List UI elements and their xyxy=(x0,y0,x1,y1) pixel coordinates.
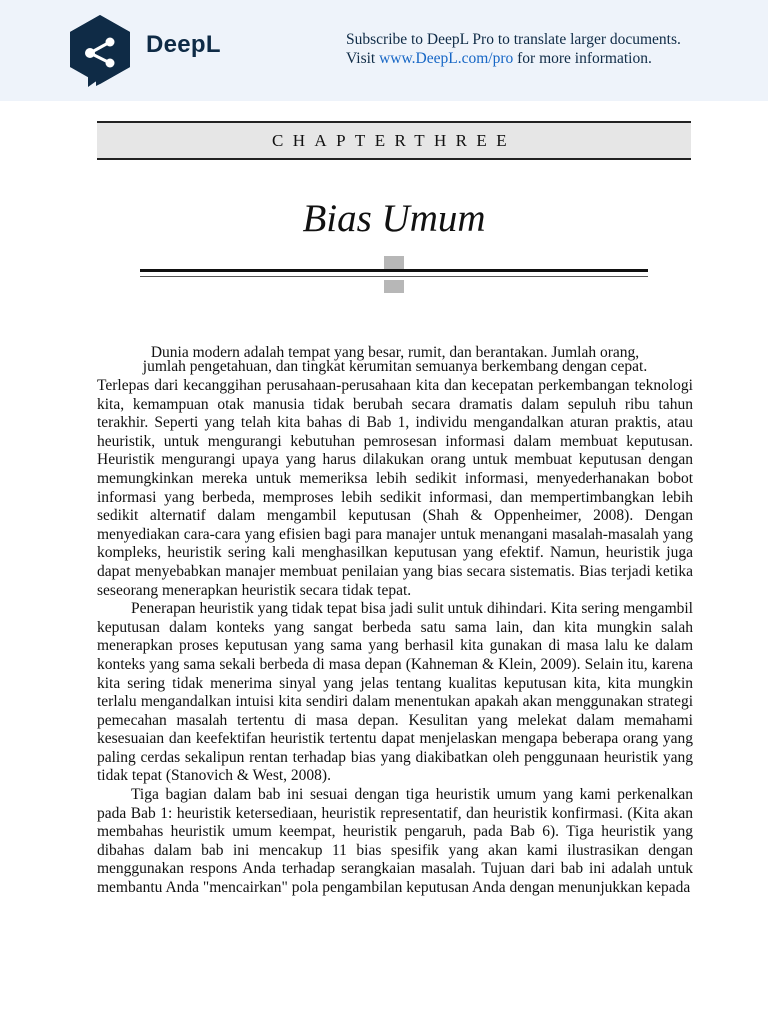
intro-line-1: Dunia modern adalah tempat yang besar, rumit, dan berantakan. Jumlah orang, xyxy=(150,344,640,361)
deepl-banner xyxy=(0,0,768,101)
title-rule-thin xyxy=(140,276,648,277)
paragraph-1: Terlepas dari kecanggihan perusahaan-perusahaan kita dan kecepatan perkembangan teknologi kita, kemampuan otak manusia tidak berubah secara dramatis dalam sepuluh ribu tahun terakhir. Seperti yang telah kita bahas di Bab 1, individu mengandalkan aturan praktis, atau heuristik, untuk mengurangi kebutuhan pemrosesan informasi dalam membuat keputusan. Heuristik mengurangi upaya yang harus dilakukan orang untuk membuat keputusan dengan memungkinkan mereka untuk memeriksa lebih sedikit informasi, menyederhanakan bobot informasi yang berbeda, memproses lebih sedikit informasi, dan mempertimbangkan lebih sedikit alternatif dalam mengambil keputusan (Shah & Oppenheimer, 2008). Dengan menyediakan cara-cara yang efisien bagi para manajer untuk menangani masalah-masalah yang kompleks, heuristik sering kali menghasilkan keputusan yang efektif. Namun, heuristik juga dapat menyebabkan manajer membuat penilaian yang bias secara sistematis. Bias terjadi ketika seseorang menerapkan heuristik secara tidak tepat. xyxy=(97,377,693,599)
deepl-logo-icon[interactable] xyxy=(66,13,134,87)
deepl-pro-link[interactable]: www.DeepL.com/pro xyxy=(379,50,514,67)
body-text xyxy=(97,377,693,898)
rule-ornament-bottom xyxy=(384,280,404,293)
paragraph-2: Penerapan heuristik yang tidak tepat bisa jadi sulit untuk dihindari. Kita sering mengambil keputusan dalam konteks yang sangat berbeda satu sama lain, dan kita mungkin salah menerapkan proses keputusan yang sama yang berhasil kita gunakan di masa lalu ke dalam konteks yang sama sekali berbeda di masa depan (Kahneman & Klein, 2009). Selain itu, karena kita sering tidak menerima sinyal yang jelas tentang kualitas keputusan kita, kita mungkin terlalu mengandalkan intuisi kita sendiri dalam menentukan apakah akan menggunakan strategi pemecahan masalah tertentu di masa depan. Kesulitan yang melekat dalam memahami kesesuaian dan keefektifan heuristik tertentu dapat menjelaskan mengapa beberapa orang yang paling cerdas sekalipun rentan terhadap bias yang diakibatkan oleh penggunaan heuristik yang tidak tepat (Stanovich & West, 2008). xyxy=(97,600,693,785)
rule-ornament-top xyxy=(384,256,404,269)
chapter-label: CHAPTERTHREE xyxy=(271,130,516,150)
intro-line-2: jumlah pengetahuan, dan tingkat kerumitan semuanya berkembang dengan cepat. xyxy=(142,358,648,375)
promo-suffix: for more information. xyxy=(517,50,652,67)
promo-line-1: Subscribe to DeepL Pro to translate larger documents. xyxy=(346,31,681,48)
chapter-title: Bias Umum xyxy=(302,197,486,240)
title-rule-thick xyxy=(140,269,648,272)
promo-visit: Visit xyxy=(346,50,376,67)
deepl-brand-name[interactable]: DeepL xyxy=(146,31,221,58)
paragraph-3: Tiga bagian dalam bab ini sesuai dengan tiga heuristik umum yang kami perkenalkan pada Bab 1: heuristik ketersediaan, heuristik representatif, dan heuristik konfirmasi. (Kita akan membahas heuristik umum keempat, heuristik pengaruh, pada Bab 6). Tiga heuristik yang dibahas dalam bab ini mencakup 11 bias spesifik yang akan kami ilustrasikan dengan menggunakan respons Anda terhadap serangkaian masalah. Tujuan dari bab ini adalah untuk membantu Anda "mencairkan" pola pengambilan keputusan Anda dengan menunjukkan kepada xyxy=(97,786,693,897)
chapter-header-bar xyxy=(97,121,691,160)
promo-text xyxy=(346,30,681,68)
promo-line-2 xyxy=(346,49,681,68)
intro-text xyxy=(98,346,692,374)
